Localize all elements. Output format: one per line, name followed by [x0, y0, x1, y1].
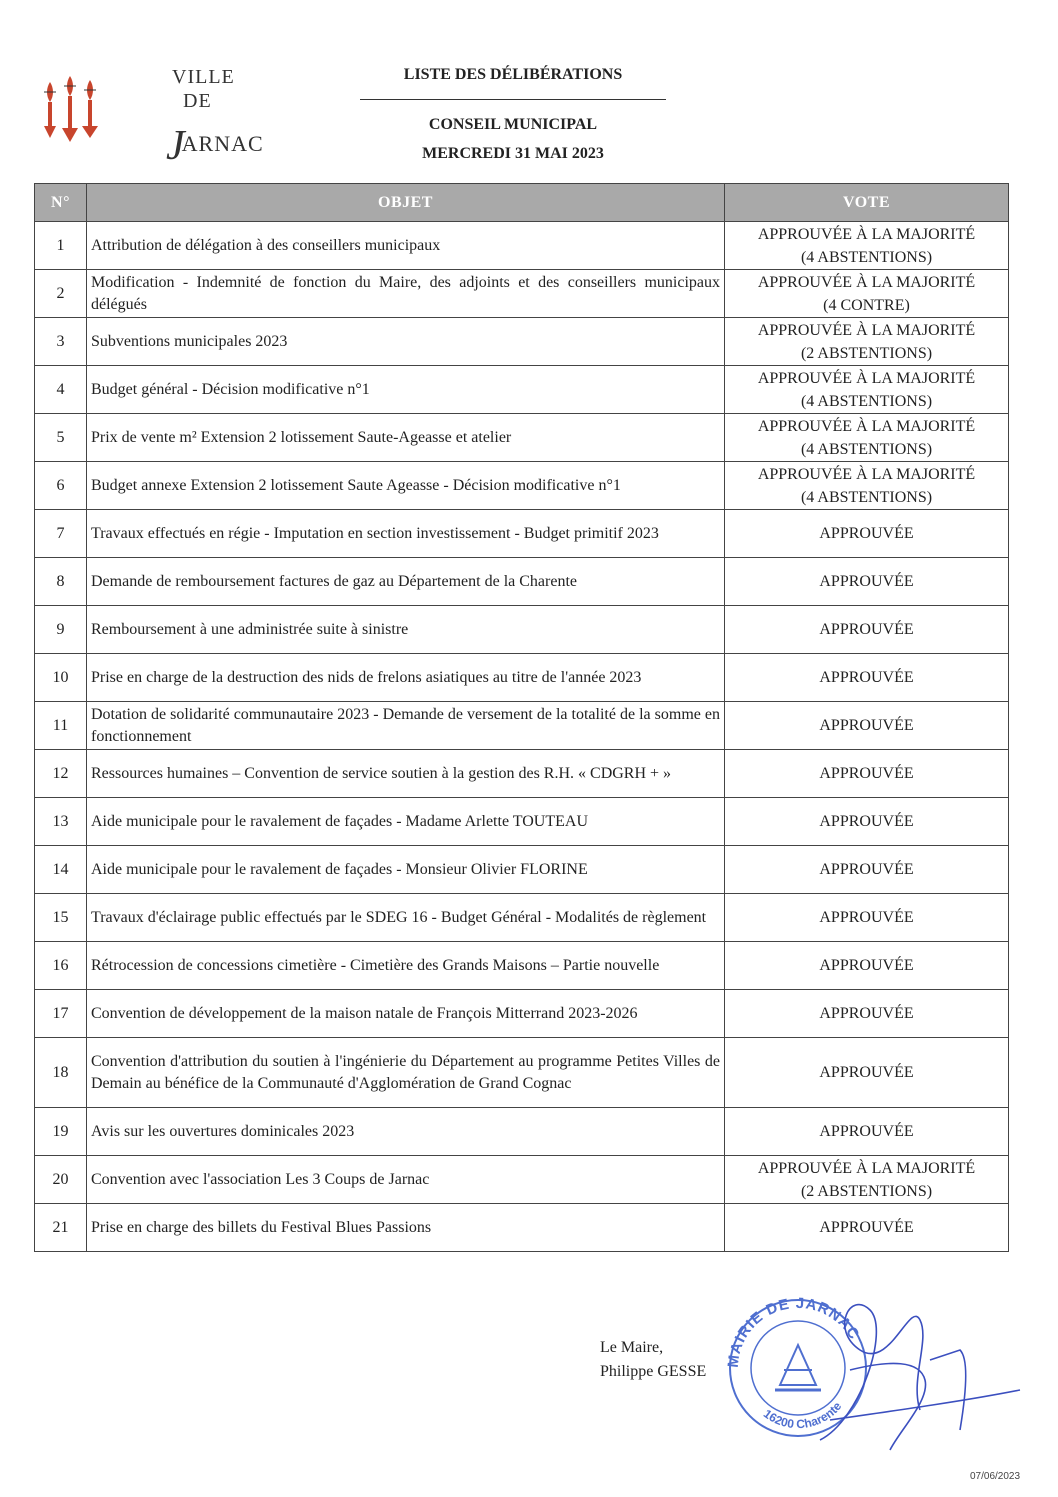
fleur-de-lis-icon: [40, 72, 120, 152]
vote-result: APPROUVÉE: [819, 669, 914, 686]
mairie-stamp-signature: [720, 1290, 1040, 1460]
vote-result: APPROUVÉE: [819, 813, 914, 830]
row-objet: Aide municipale pour le ravalement de façades - Madame Arlette TOUTEAU: [87, 798, 725, 846]
signer-role: Le Maire,: [600, 1339, 664, 1356]
row-vote: [725, 270, 1009, 318]
table-header-row: [35, 184, 1009, 222]
row-number: 13: [35, 798, 87, 846]
row-number: 4: [35, 366, 87, 414]
row-vote: [725, 942, 1009, 990]
logo-jarnac: [166, 114, 264, 169]
row-vote: [725, 318, 1009, 366]
row-vote: [725, 222, 1009, 270]
table-row: [35, 942, 1009, 990]
row-number: 20: [35, 1156, 87, 1204]
vote-result: APPROUVÉE À LA MAJORITÉ: [757, 321, 976, 339]
row-vote: [725, 366, 1009, 414]
signature-block: [600, 1336, 706, 1384]
table-row: [35, 1038, 1009, 1108]
row-vote: [725, 414, 1009, 462]
row-vote: [725, 1156, 1009, 1204]
table-row: [35, 510, 1009, 558]
vote-result: APPROUVÉE: [819, 717, 914, 734]
vote-detail: (4 ABSTENTIONS): [800, 440, 933, 458]
deliberations-table: [34, 183, 1009, 1252]
row-vote: [725, 798, 1009, 846]
vote-detail: (2 ABSTENTIONS): [800, 1182, 933, 1200]
row-number: 5: [35, 414, 87, 462]
vote-result: APPROUVÉE À LA MAJORITÉ: [757, 369, 976, 387]
vote-result: APPROUVÉE: [819, 1005, 914, 1022]
jarnac-logo: [40, 66, 264, 169]
row-number: 12: [35, 750, 87, 798]
row-objet: Demande de remboursement factures de gaz au Département de la Charente: [87, 558, 725, 606]
row-number: 21: [35, 1204, 87, 1252]
column-header-objet: OBJET: [87, 184, 725, 222]
vote-result: APPROUVÉE: [819, 1123, 914, 1140]
row-objet: Prise en charge de la destruction des nids de frelons asiatiques au titre de l'année 2023: [87, 654, 725, 702]
row-vote: [725, 654, 1009, 702]
table-row: [35, 1156, 1009, 1204]
vote-result: APPROUVÉE: [819, 573, 914, 590]
table-row: [35, 222, 1009, 270]
row-objet: Travaux effectués en régie - Imputation en section investissement - Budget primitif 2023: [87, 510, 725, 558]
table-row: [35, 846, 1009, 894]
document-title: LISTE DES DÉLIBÉRATIONS: [403, 66, 623, 83]
row-number: 14: [35, 846, 87, 894]
row-objet: Convention de développement de la maison natale de François Mitterrand 2023-2026: [87, 990, 725, 1038]
row-number: 3: [35, 318, 87, 366]
vote-result: APPROUVÉE: [819, 621, 914, 638]
row-objet: Travaux d'éclairage public effectués par le SDEG 16 - Budget Général - Modalités de règlement: [87, 894, 725, 942]
row-objet: Convention d'attribution du soutien à l'ingénierie du Département au programme Petites Villes de Demain au bénéfice de la Communauté d'Agglomération de Grand Cognac: [87, 1038, 725, 1108]
row-objet: Ressources humaines – Convention de service soutien à la gestion des R.H. « CDGRH + »: [87, 750, 725, 798]
row-objet: Avis sur les ouvertures dominicales 2023: [87, 1108, 725, 1156]
row-number: 9: [35, 606, 87, 654]
vote-detail: (4 ABSTENTIONS): [800, 248, 933, 266]
row-objet: Convention avec l'association Les 3 Coups de Jarnac: [87, 1156, 725, 1204]
logo-ville: VILLE: [172, 66, 235, 88]
logo-j: J: [166, 123, 186, 169]
row-objet: Subventions municipales 2023: [87, 318, 725, 366]
vote-result: APPROUVÉE À LA MAJORITÉ: [757, 465, 976, 483]
vote-detail: (4 ABSTENTIONS): [800, 488, 933, 506]
council-label: CONSEIL MUNICIPAL: [428, 116, 598, 133]
row-vote: [725, 702, 1009, 750]
vote-result: APPROUVÉE À LA MAJORITÉ: [757, 273, 976, 291]
table-row: [35, 414, 1009, 462]
logo-arnac: ARNAC: [181, 131, 264, 156]
vote-detail: (4 ABSTENTIONS): [800, 392, 933, 410]
vote-result: APPROUVÉE À LA MAJORITÉ: [757, 1159, 976, 1177]
row-objet: Remboursement à une administrée suite à sinistre: [87, 606, 725, 654]
table-row: [35, 798, 1009, 846]
column-header-num: N°: [35, 184, 87, 222]
vote-result: APPROUVÉE: [819, 765, 914, 782]
row-vote: [725, 1038, 1009, 1108]
vote-result: APPROUVÉE À LA MAJORITÉ: [757, 417, 976, 435]
row-objet: Rétrocession de concessions cimetière - Cimetière des Grands Maisons – Partie nouvelle: [87, 942, 725, 990]
title-divider: [360, 99, 666, 100]
table-row: [35, 654, 1009, 702]
table-row: [35, 750, 1009, 798]
row-objet: Dotation de solidarité communautaire 2023 - Demande de versement de la totalité de la somme en fonctionnement: [87, 702, 725, 750]
row-vote: [725, 510, 1009, 558]
row-number: 6: [35, 462, 87, 510]
meeting-date: MERCREDI 31 MAI 2023: [422, 145, 604, 162]
row-objet: Modification - Indemnité de fonction du Maire, des adjoints et des conseillers municipaux délégués: [87, 270, 725, 318]
footer-date: 07/06/2023: [970, 1471, 1021, 1482]
vote-result: APPROUVÉE: [819, 525, 914, 542]
table-row: [35, 702, 1009, 750]
table-row: [35, 990, 1009, 1038]
row-number: 8: [35, 558, 87, 606]
vote-detail: (2 ABSTENTIONS): [800, 344, 933, 362]
row-vote: [725, 846, 1009, 894]
row-objet: Budget général - Décision modificative n°1: [87, 366, 725, 414]
table-row: [35, 1108, 1009, 1156]
table-row: [35, 894, 1009, 942]
row-number: 18: [35, 1038, 87, 1108]
table-row: [35, 558, 1009, 606]
row-objet: Aide municipale pour le ravalement de façades - Monsieur Olivier FLORINE: [87, 846, 725, 894]
row-number: 11: [35, 702, 87, 750]
vote-result: APPROUVÉE: [819, 909, 914, 926]
row-vote: [725, 462, 1009, 510]
row-vote: [725, 894, 1009, 942]
row-vote: [725, 990, 1009, 1038]
row-number: 16: [35, 942, 87, 990]
row-vote: [725, 558, 1009, 606]
row-vote: [725, 1108, 1009, 1156]
vote-result: APPROUVÉE: [819, 1064, 914, 1081]
row-number: 1: [35, 222, 87, 270]
svg-text:MAIRIE DE JARNAC: MAIRIE DE JARNAC: [724, 1294, 863, 1369]
row-number: 17: [35, 990, 87, 1038]
table-row: [35, 606, 1009, 654]
logo-de: DE: [183, 90, 212, 112]
row-vote: [725, 606, 1009, 654]
vote-result: APPROUVÉE: [819, 957, 914, 974]
table-row: [35, 318, 1009, 366]
row-objet: Prise en charge des billets du Festival Blues Passions: [87, 1204, 725, 1252]
vote-detail: (4 CONTRE): [823, 296, 910, 314]
row-objet: Budget annexe Extension 2 lotissement Saute Ageasse - Décision modificative n°1: [87, 462, 725, 510]
vote-result: APPROUVÉE À LA MAJORITÉ: [757, 225, 976, 243]
row-number: 2: [35, 270, 87, 318]
row-objet: Prix de vente m² Extension 2 lotissement Saute-Ageasse et atelier: [87, 414, 725, 462]
svg-text:16200 Charente: 16200 Charente: [760, 1399, 845, 1432]
column-header-vote: VOTE: [725, 184, 1009, 222]
signer-name: Philippe GESSE: [600, 1363, 707, 1380]
row-number: 15: [35, 894, 87, 942]
table-row: [35, 1204, 1009, 1252]
row-objet: Attribution de délégation à des conseillers municipaux: [87, 222, 725, 270]
vote-result: APPROUVÉE: [819, 1219, 914, 1236]
row-number: 7: [35, 510, 87, 558]
row-vote: [725, 750, 1009, 798]
table-row: [35, 366, 1009, 414]
table-row: [35, 270, 1009, 318]
table-row: [35, 462, 1009, 510]
row-number: 19: [35, 1108, 87, 1156]
row-number: 10: [35, 654, 87, 702]
row-vote: [725, 1204, 1009, 1252]
vote-result: APPROUVÉE: [819, 861, 914, 878]
